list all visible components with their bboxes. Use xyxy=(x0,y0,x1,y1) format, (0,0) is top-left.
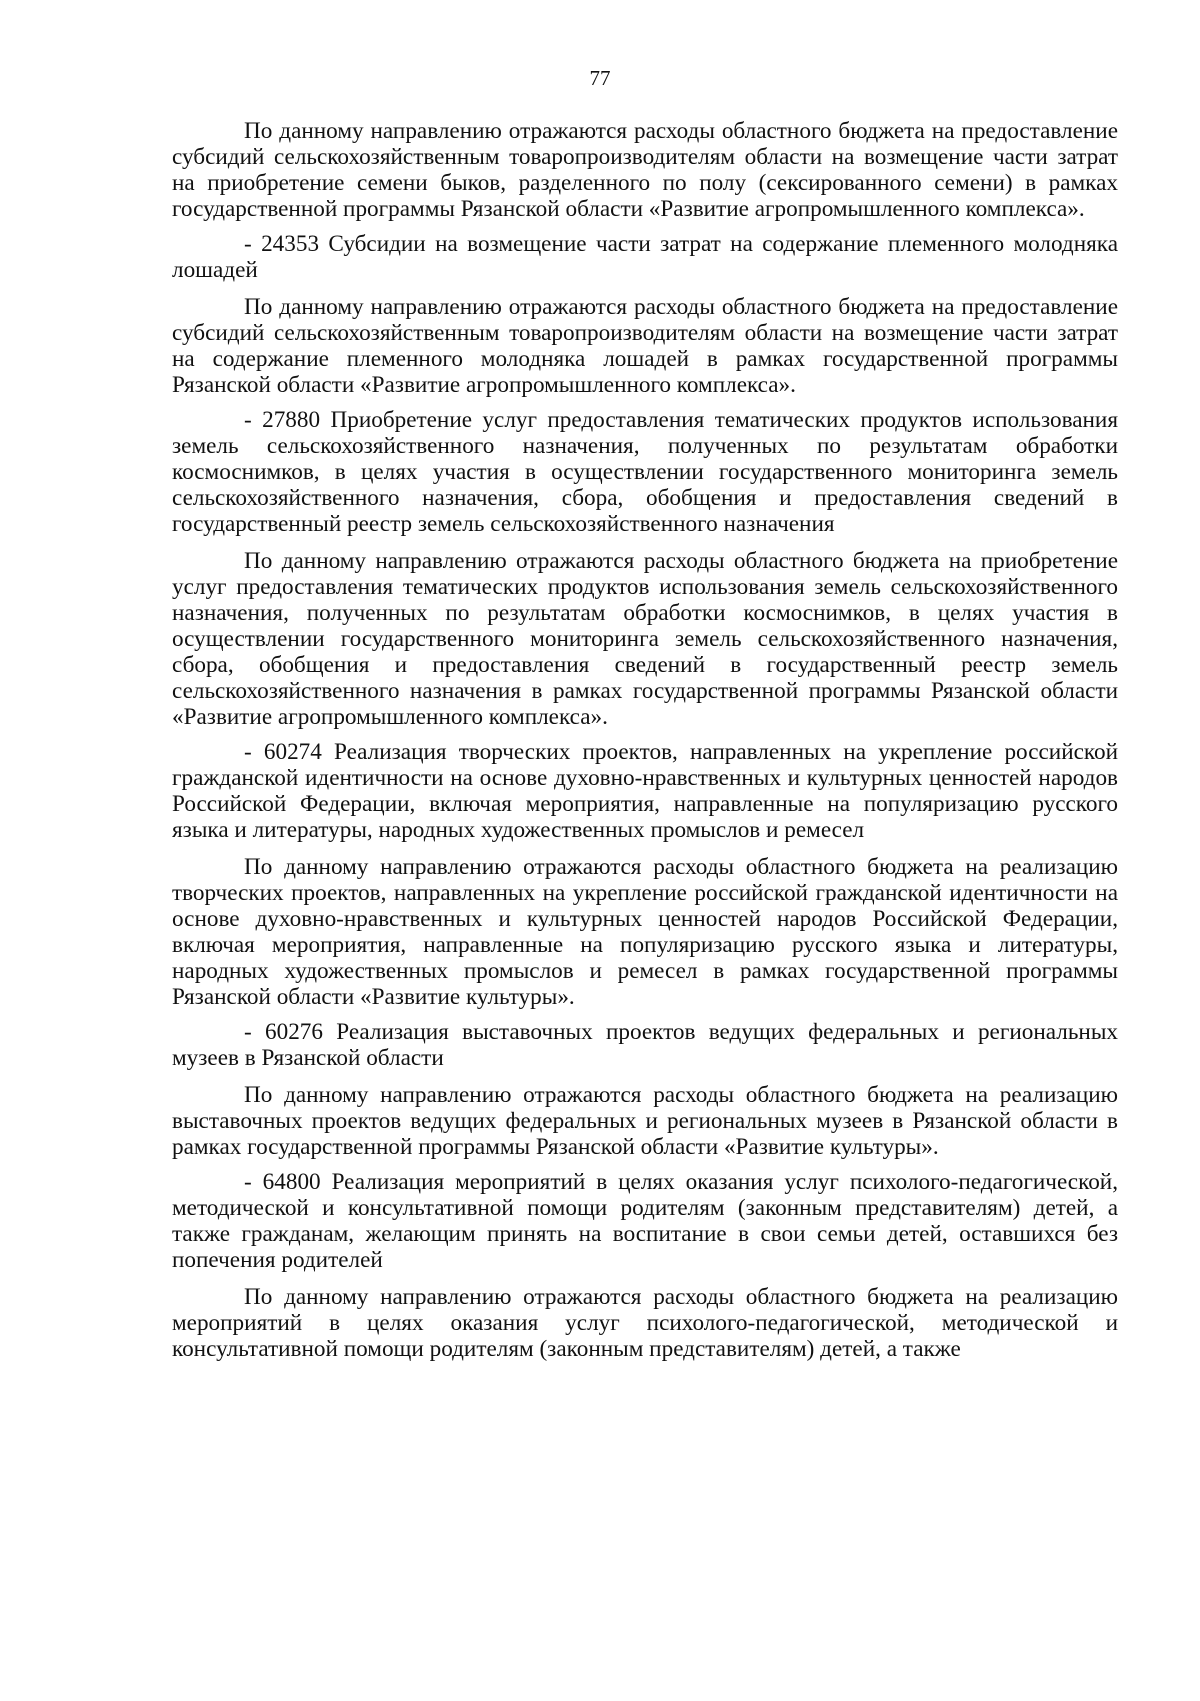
paragraph-item-heading: - 60274 Реализация творческих проектов, направленных на укрепление российской гражданской идентичности на основе духовно-нравственных и культурных ценностей народов Российской Федерации, включая мероприятия, направленные на популяризацию русского языка и литературы, народных художественных промыслов и ремесел xyxy=(172,739,1118,843)
paragraph-body: По данному направлению отражаются расходы областного бюджета на реализацию мероприятий в целях оказания услуг психолого-педагогической, методической и консультативной помощи родителям (законным представителям) детей, а также xyxy=(172,1284,1118,1362)
document-body xyxy=(172,118,1118,1362)
paragraph-body: По данному направлению отражаются расходы областного бюджета на реализацию выставочных проектов ведущих федеральных и региональных музеев в Рязанской области в рамках государственной программы Рязанской области «Развитие культуры». xyxy=(172,1082,1118,1160)
paragraph-item-heading: - 60276 Реализация выставочных проектов ведущих федеральных и региональных музеев в Рязанской области xyxy=(172,1019,1118,1071)
paragraph-body: По данному направлению отражаются расходы областного бюджета на реализацию творческих проектов, направленных на укрепление российской гражданской идентичности на основе духовно-нравственных и культурных ценностей народов Российской Федерации, включая мероприятия, направленные на популяризацию русского языка и литературы, народных художественных промыслов и ремесел в рамках государственной программы Рязанской области «Развитие культуры». xyxy=(172,854,1118,1010)
paragraph-item-heading: - 27880 Приобретение услуг предоставления тематических продуктов использования земель сельскохозяйственного назначения, полученных по результатам обработки космоснимков, в целях участия в осуществлении государственного мониторинга земель сельскохозяйственного назначения, сбора, обобщения и предоставления сведений в государственный реестр земель сельскохозяйственного назначения xyxy=(172,407,1118,537)
paragraph-item-heading: - 24353 Субсидии на возмещение части затрат на содержание племенного молодняка лошадей xyxy=(172,231,1118,283)
paragraph-body: По данному направлению отражаются расходы областного бюджета на предоставление субсидий сельскохозяйственным товаропроизводителям области на возмещение части затрат на содержание племенного молодняка лошадей в рамках государственной программы Рязанской области «Развитие агропромышленного комплекса». xyxy=(172,294,1118,398)
paragraph-body: По данному направлению отражаются расходы областного бюджета на предоставление субсидий сельскохозяйственным товаропроизводителям области на возмещение части затрат на приобретение семени быков, разделенного по полу (сексированного семени) в рамках государственной программы Рязанской области «Развитие агропромышленного комплекса». xyxy=(172,118,1118,222)
paragraph-item-heading: - 64800 Реализация мероприятий в целях оказания услуг психолого-педагогической, методической и консультативной помощи родителям (законным представителям) детей, а также гражданам, желающим принять на воспитание в свои семьи детей, оставшихся без попечения родителей xyxy=(172,1169,1118,1273)
page-number: 77 xyxy=(589,66,611,90)
paragraph-body: По данному направлению отражаются расходы областного бюджета на приобретение услуг предоставления тематических продуктов использования земель сельскохозяйственного назначения, полученных по результатам обработки космоснимков, в целях участия в осуществлении государственного мониторинга земель сельскохозяйственного назначения, сбора, обобщения и предоставления сведений в государственный реестр земель сельскохозяйственного назначения в рамках государственной программы Рязанской области «Развитие агропромышленного комплекса». xyxy=(172,548,1118,730)
